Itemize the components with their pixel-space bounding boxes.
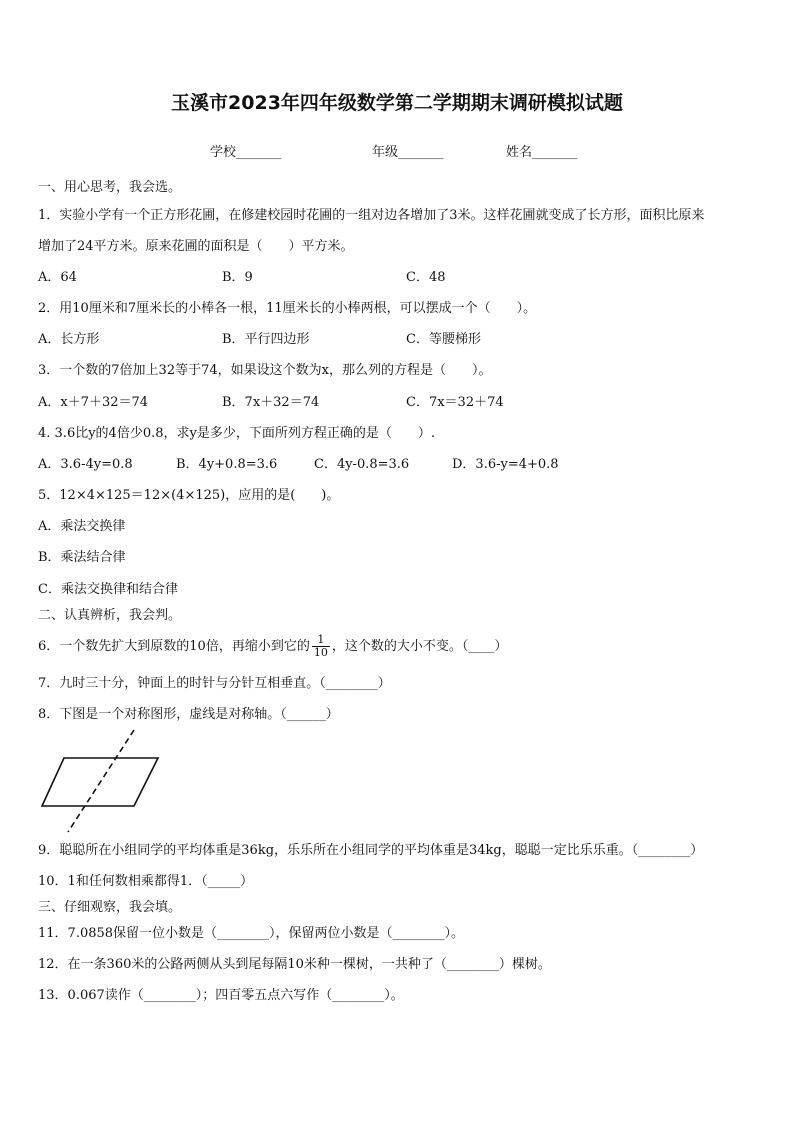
q3-option-c: C．7x＝32＋74 — [406, 395, 504, 410]
question-13: 13．0.067读作（________）；四百零五点六写作（________）。 — [38, 988, 404, 1003]
q2-option-a: A．长方形 — [38, 332, 100, 347]
q5-option-b: B．乘法结合律 — [38, 550, 126, 565]
question-5: 5．12×4×125＝12×(4×125)，应用的是( )。 — [38, 488, 340, 503]
question-11: 11．7.0858保留一位小数是（________），保留两位小数是（________）。 — [38, 926, 465, 941]
q5-option-c: C．乘法交换律和结合律 — [38, 582, 178, 597]
q2-option-b: B．平行四边形 — [222, 332, 310, 347]
q4-option-d: D．3.6-y=4+0.8 — [452, 457, 559, 472]
question-7: 7．九时三十分，钟面上的时针与分针互相垂直。（________） — [38, 676, 391, 691]
school-field[interactable]: 学校_______ — [210, 145, 282, 160]
q1-option-b: B．9 — [222, 270, 253, 285]
symmetry-axis-line — [68, 730, 134, 832]
question-8: 8．下图是一个对称图形，虚线是对称轴。（______） — [38, 707, 339, 722]
question-4: 4. 3.6比y的4倍少0.8，求y是多少，下面所列方程正确的是（ ）. — [38, 426, 435, 441]
q2-option-c: C．等腰梯形 — [406, 332, 481, 347]
q5-option-a: A．乘法交换律 — [38, 519, 126, 534]
q4-option-c: C．4y-0.8=3.6 — [314, 457, 410, 472]
question-1-line-2: 增加了24平方米。原来花圃的面积是（ ）平方米。 — [38, 239, 354, 254]
section-3-heading: 三、仔细观察，我会填。 — [38, 900, 182, 915]
q6-fraction-denominator: 10 — [313, 646, 328, 659]
question-10: 10．1和任何数相乘都得1．（_____） — [38, 874, 254, 889]
name-field[interactable]: 姓名_______ — [506, 145, 578, 160]
section-1-heading: 一、用心思考，我会选。 — [38, 180, 182, 195]
grade-field[interactable]: 年级_______ — [372, 145, 444, 160]
q4-option-a: A．3.6-4y=0.8 — [38, 457, 133, 472]
q1-option-c: C．48 — [406, 270, 446, 285]
question-1-line-1: 1．实验小学有一个正方形花圃，在修建校园时花圃的一组对边各增加了3米。这样花圃就变成了长方形，面积比原来 — [38, 208, 705, 223]
q1-option-a: A．64 — [38, 270, 77, 285]
symmetry-figure — [38, 728, 168, 834]
question-12: 12．在一条360米的公路两侧从头到尾每隔10米种一棵树，一共种了（________）棵树。 — [38, 957, 551, 972]
question-9: 9．聪聪所在小组同学的平均体重是36kg，乐乐所在小组同学的平均体重是34kg，聪聪一定比乐乐重。（________） — [38, 843, 704, 858]
q6-text-after: ，这个数的大小不变。（____） — [331, 639, 508, 654]
q6-fraction — [312, 634, 330, 659]
q3-option-b: B．7x＋32＝74 — [222, 395, 320, 410]
section-2-heading: 二、认真辨析，我会判。 — [38, 608, 182, 623]
q4-option-b: B．4y+0.8=3.6 — [176, 457, 278, 472]
question-2: 2．用10厘米和7厘米长的小棒各一根，11厘米长的小棒两根，可以摆成一个（ ）。 — [38, 301, 537, 316]
page-title: 玉溪市2023年四年级数学第二学期期末调研模拟试题 — [171, 92, 623, 114]
q6-fraction-numerator: 1 — [312, 634, 330, 647]
q6-text-before: 6．一个数先扩大到原数的10倍，再缩小到它的 — [38, 639, 310, 654]
question-3: 3．一个数的7倍加上32等于74，如果设这个数为x，那么列的方程是（ ）。 — [38, 363, 492, 378]
question-6 — [38, 630, 756, 664]
q3-option-a: A．x＋7＋32＝74 — [38, 395, 149, 410]
